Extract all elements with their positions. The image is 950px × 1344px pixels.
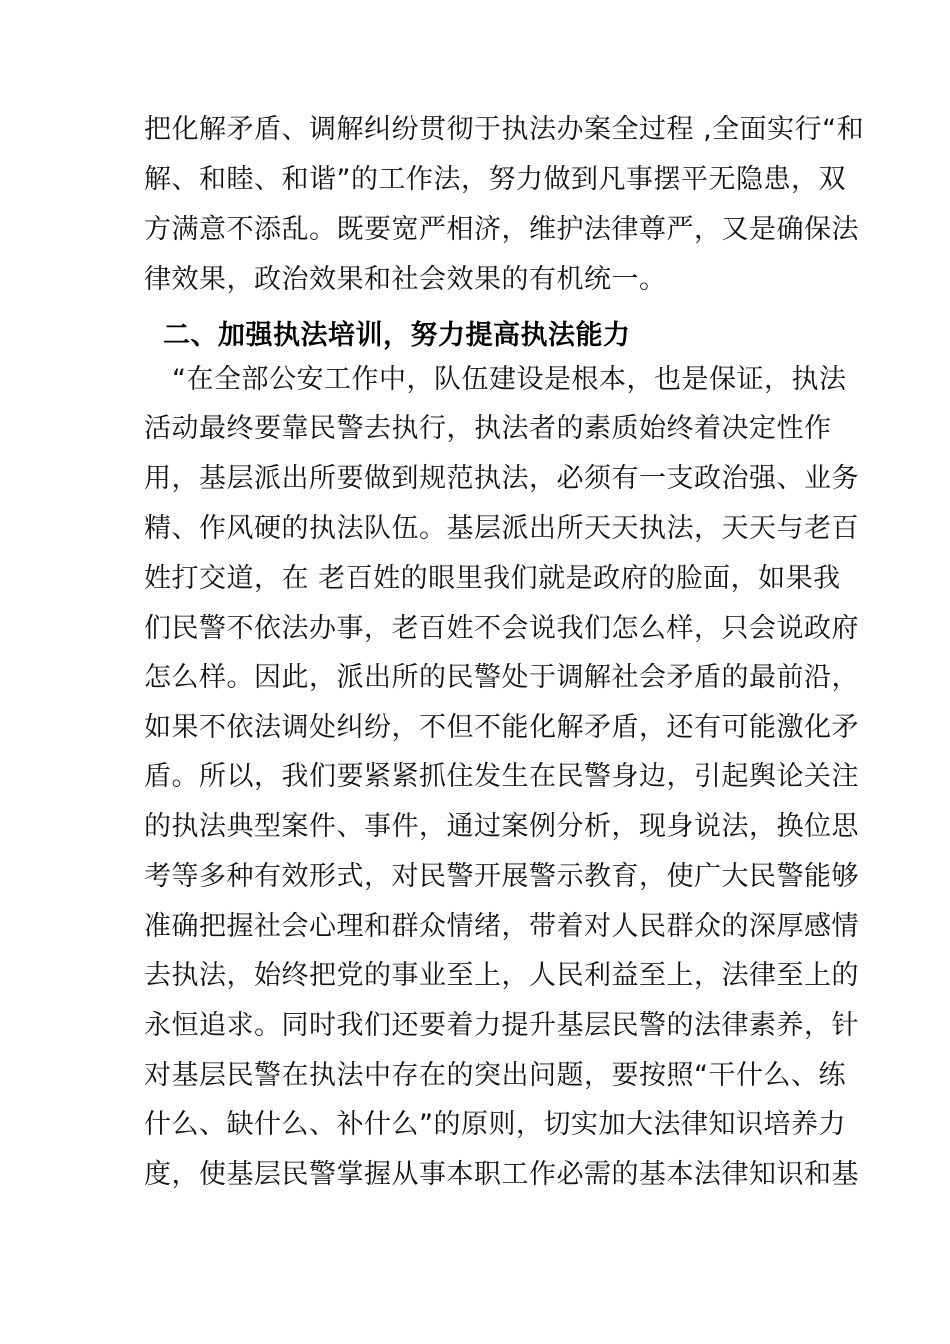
text-line: “在全部公安工作中，队伍建设是根本，也是保证，执法 (172, 364, 847, 395)
text-line: 永恒追求。同时我们还要着力提升基层民警的法律素养，针 (144, 1010, 859, 1041)
text-line: 用，基层派出所要做到规范执法，必须有一支政治强、业务 (144, 463, 859, 494)
text-line: 怎么样。因此，派出所的民警处于调解社会矛盾的最前沿， (144, 662, 859, 693)
text-line: 精、作风硬的执法队伍。基层派出所天天执法，天天与老百 (144, 513, 859, 544)
text-line: 去执法，始终把党的事业至上，人民利益至上，法律至上的 (144, 960, 859, 991)
text-line: 盾。所以，我们要紧紧抓住发生在民警身边，引起舆论关注 (144, 761, 859, 792)
text-line: 如果不依法调处纠纷，不但不能化解矛盾，还有可能激化矛 (144, 712, 859, 743)
text-line: 律效果，政治效果和社会效果的有机统一。 (144, 264, 667, 295)
text-line: 把化解矛盾、调解纠纷贯彻于执法办案全过程 ,全面实行“和 (144, 114, 865, 145)
text-line: 准确把握社会心理和群众情绪，带着对人民群众的深厚感情 (144, 911, 859, 942)
section-heading: 二、加强执法培训，努力提高执法能力 (163, 320, 631, 351)
text-line: 度，使基层民警掌握从事本职工作必需的基本法律知识和基 (144, 1159, 859, 1190)
text-line: 们民警不依法办事，老百姓不会说我们怎么样，只会说政府 (144, 613, 859, 644)
text-line: 的执法典型案件、事件，通过案例分析，现身说法，换位思 (144, 811, 859, 842)
text-line: 什么、缺什么、补什么”的原则，切实加大法律知识培养力 (144, 1109, 846, 1140)
text-line: 考等多种有效形式，对民警开展警示教育，使广大民警能够 (144, 861, 859, 892)
text-line: 活动最终要靠民警去执行，执法者的素质始终着决定性作 (144, 413, 832, 444)
text-line: 解、和睦、和谐”的工作法，努力做到凡事摆平无隐患，双 (144, 164, 846, 195)
text-line: 方满意不添乱。既要宽严相济，维护法律尊严，又是确保法 (144, 214, 859, 245)
text-line: 姓打交道，在 老百姓的眼里我们就是政府的脸面，如果我 (144, 563, 841, 594)
text-line: 对基层民警在执法中存在的突出问题，要按照“干什么、练 (144, 1060, 846, 1091)
